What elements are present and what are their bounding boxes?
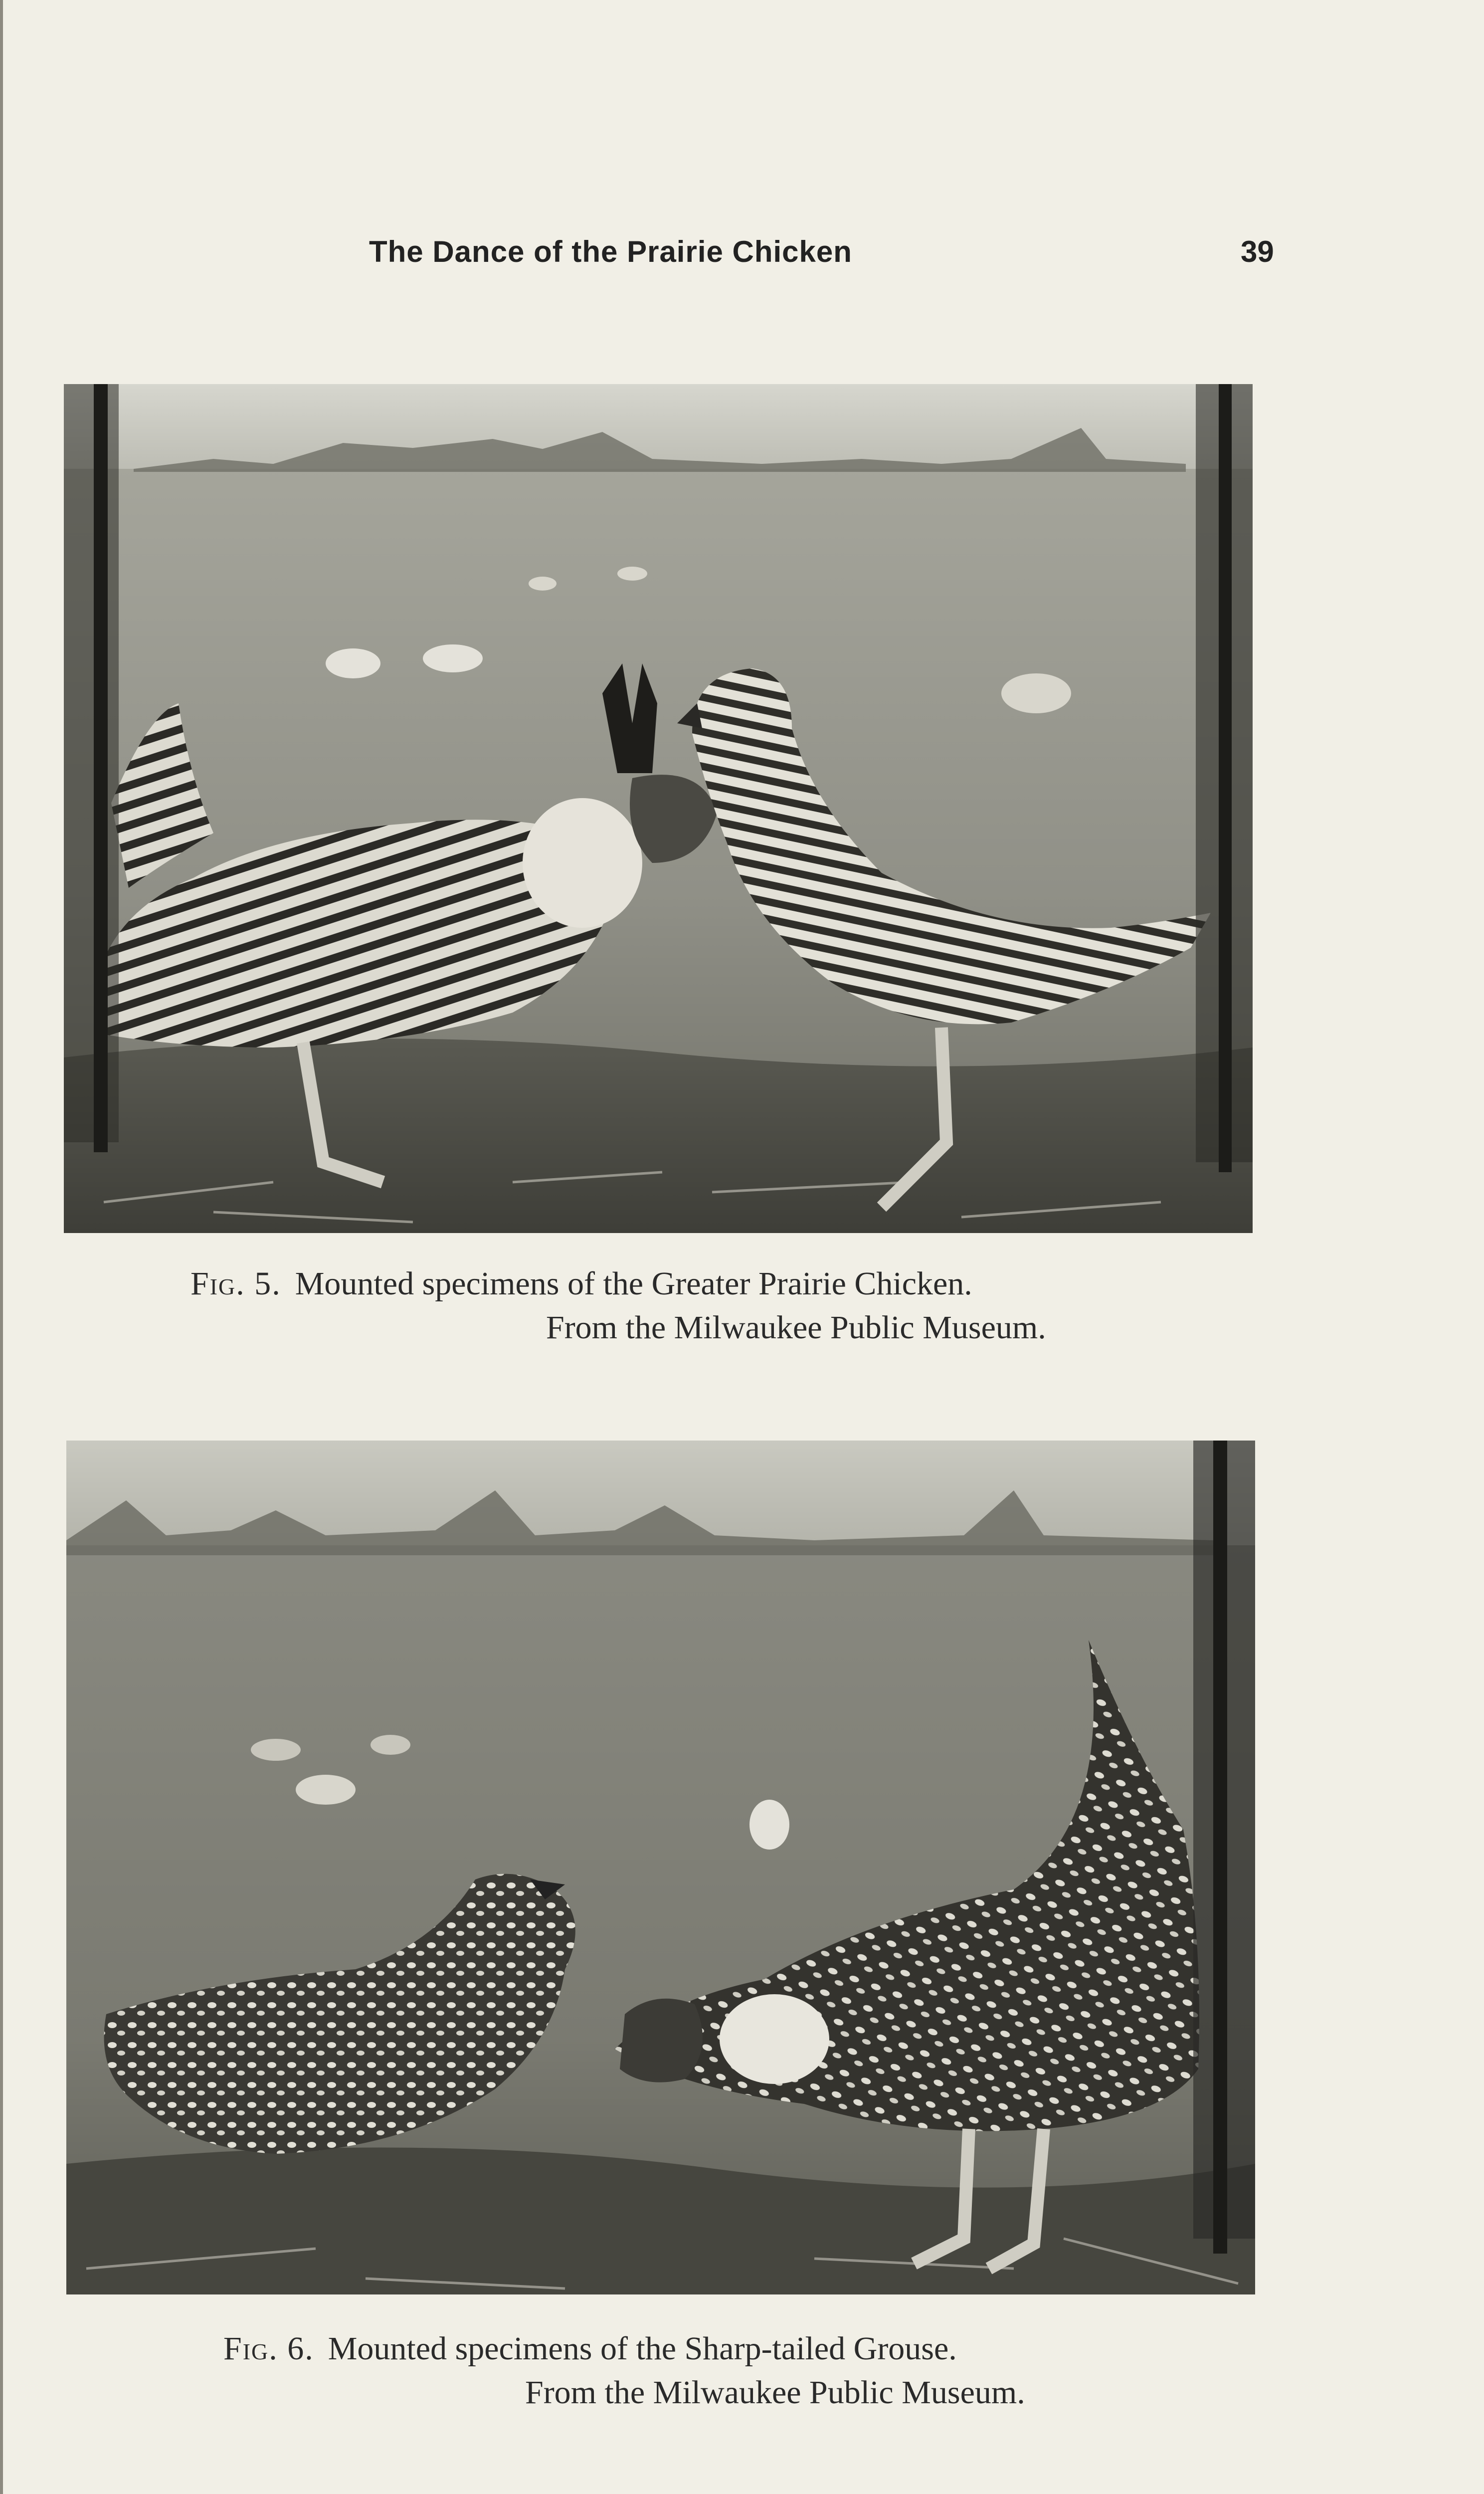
page-number: 39: [1241, 235, 1274, 268]
figure-6-photograph: [66, 1441, 1255, 2294]
figure-6-caption-line1: Mounted specimens of the Sharp-tailed Grouse.: [328, 2330, 957, 2367]
figure-5-caption-line1: Mounted specimens of the Greater Prairie Chicken.: [295, 1265, 972, 1302]
figure-5-caption: [190, 1262, 1046, 1350]
figure-6-caption-line2: From the Milwaukee Public Museum.: [525, 2374, 1025, 2411]
figure-5-photo-illustration: [64, 384, 1253, 1233]
page-edge: [0, 0, 3, 2494]
figure-6-photo-illustration: [66, 1441, 1255, 2294]
figure-6-label: Fig. 6.: [223, 2330, 314, 2367]
figure-5-label: Fig. 5.: [190, 1265, 281, 1302]
figure-6-caption: [223, 2327, 1025, 2415]
running-head-title: The Dance of the Prairie Chicken: [369, 235, 852, 268]
figure-5-photograph: [64, 384, 1253, 1233]
figure-5-caption-line2: From the Milwaukee Public Museum.: [546, 1309, 1046, 1346]
